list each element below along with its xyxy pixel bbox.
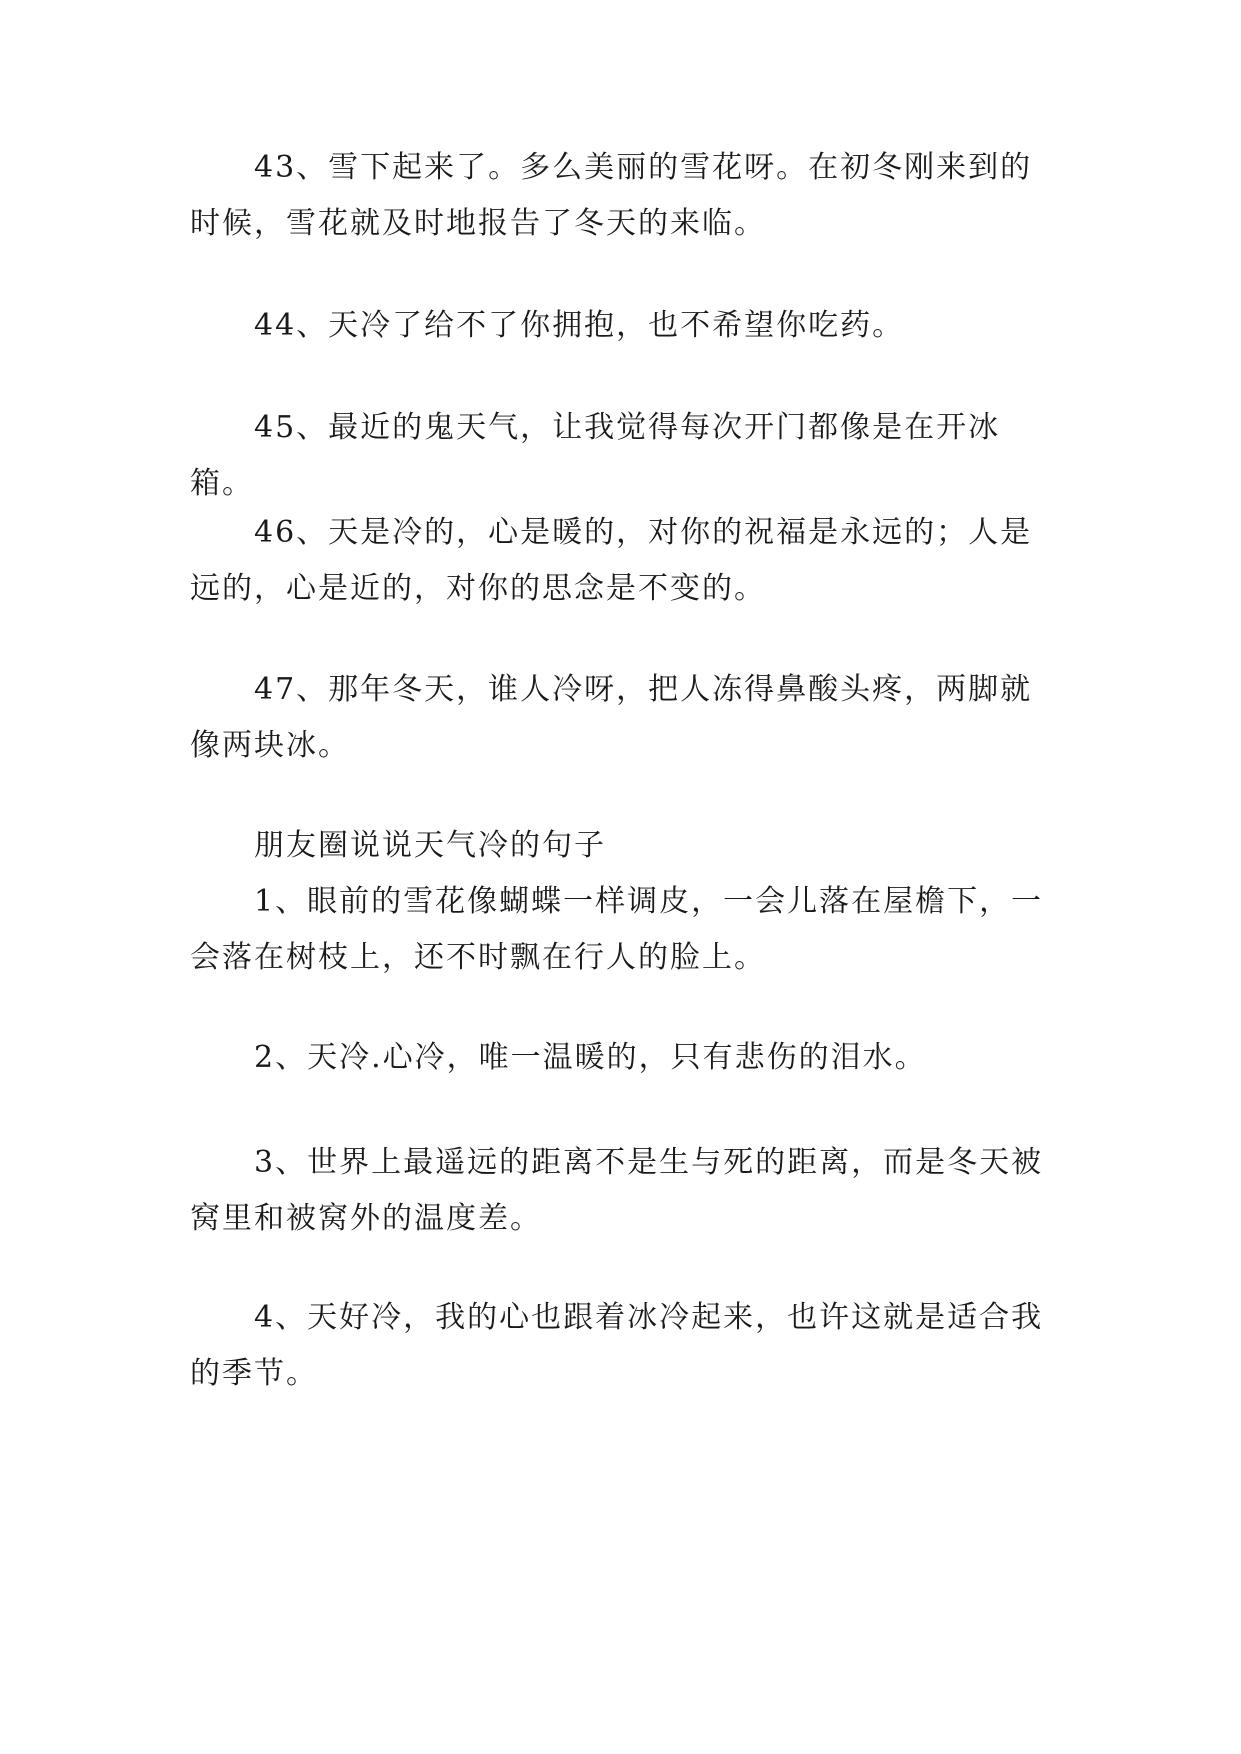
paragraph-43: 43、雪下起来了。多么美丽的雪花呀。在初冬刚来到的时候，雪花就及时地报告了冬天的来临。 [190,150,1033,241]
paragraph-2: 2、天冷.心冷，唯一温暖的，只有悲伤的泪水。 [254,1040,927,1075]
paragraph-3: 3、世界上最遥远的距离不是生与死的距离，而是冬天被窝里和被窝外的温度差。 [190,1145,1044,1236]
section-heading: 朋友圈说说天气冷的句子 [254,828,606,863]
paragraph-45: 45、最近的鬼天气，让我觉得每次开门都像是在开冰箱。 [190,410,1001,501]
paragraph-46: 46、天是冷的，心是暖的，对你的祝福是永远的；人是远的，心是近的，对你的思念是不变的。 [190,515,1033,606]
paragraph-47: 47、那年冬天，谁人冷呀，把人冻得鼻酸头疼，两脚就像两块冰。 [190,672,1033,763]
paragraph-1: 1、眼前的雪花像蝴蝶一样调皮，一会儿落在屋檐下，一会落在树枝上，还不时飘在行人的脸上。 [190,884,1044,975]
paragraph-44: 44、天冷了给不了你拥抱，也不希望你吃药。 [254,308,905,343]
paragraph-4: 4、天好冷，我的心也跟着冰冷起来，也许这就是适合我的季节。 [190,1300,1044,1391]
